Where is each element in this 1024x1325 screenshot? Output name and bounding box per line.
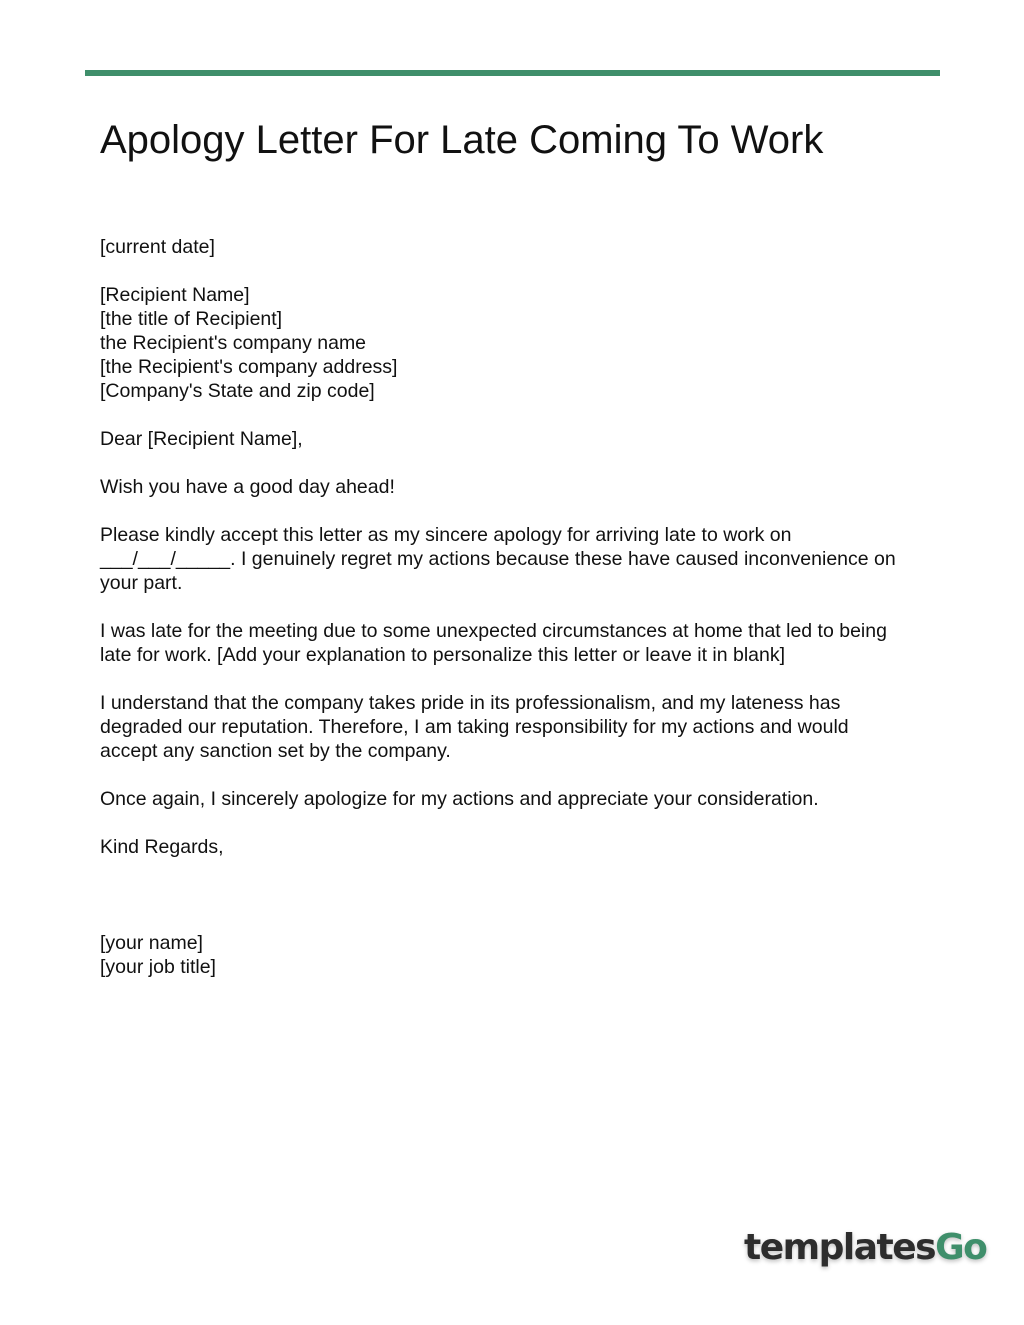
recipient-address: [the Recipient's company address] [100,356,398,378]
letter-date: [current date] [100,236,215,258]
paragraph-line: ___/___/_____. I genuinely regret my actions because these have caused inconvenience on [100,548,896,570]
letter-body [100,235,930,979]
signature-name: [your name] [100,932,203,954]
document-title: Apology Letter For Late Coming To Work [100,118,824,162]
recipient-company: the Recipient's company name [100,332,367,354]
paragraph-line: accept any sanction set by the company. [100,740,451,762]
closing: Kind Regards, [100,836,224,858]
paragraph-line: Please kindly accept this letter as my sincere apology for arriving late to work on [100,524,792,546]
paragraph-explanation [100,619,930,667]
paragraph-line: I understand that the company takes pride in its professionalism, and my lateness has [100,692,841,714]
paragraph-line: late for work. [Add your explanation to personalize this letter or leave it in blank] [100,644,786,666]
paragraph-apology [100,523,930,595]
paragraph-closing-apology: Once again, I sincerely apologize for my actions and appreciate your consideration. [100,788,819,810]
recipient-title: [the title of Recipient] [100,308,283,330]
logo-text-templates: templates [744,1227,936,1268]
recipient-state-zip: [Company's State and zip code] [100,380,375,402]
templatesgo-logo [744,1220,986,1276]
top-accent-rule [85,70,940,76]
paragraph-line: your part. [100,572,183,594]
paragraph-line: I was late for the meeting due to some unexpected circumstances at home that led to being [100,620,887,642]
signature-job-title: [your job title] [100,956,216,978]
greeting: Wish you have a good day ahead! [100,476,395,498]
salutation: Dear [Recipient Name], [100,428,303,450]
recipient-name: [Recipient Name] [100,284,250,306]
signature-block [100,931,930,979]
paragraph-line: degraded our reputation. Therefore, I am taking responsibility for my actions and would [100,716,849,738]
paragraph-responsibility [100,691,930,763]
recipient-block [100,283,930,403]
logo-text-go: Go [935,1227,987,1268]
